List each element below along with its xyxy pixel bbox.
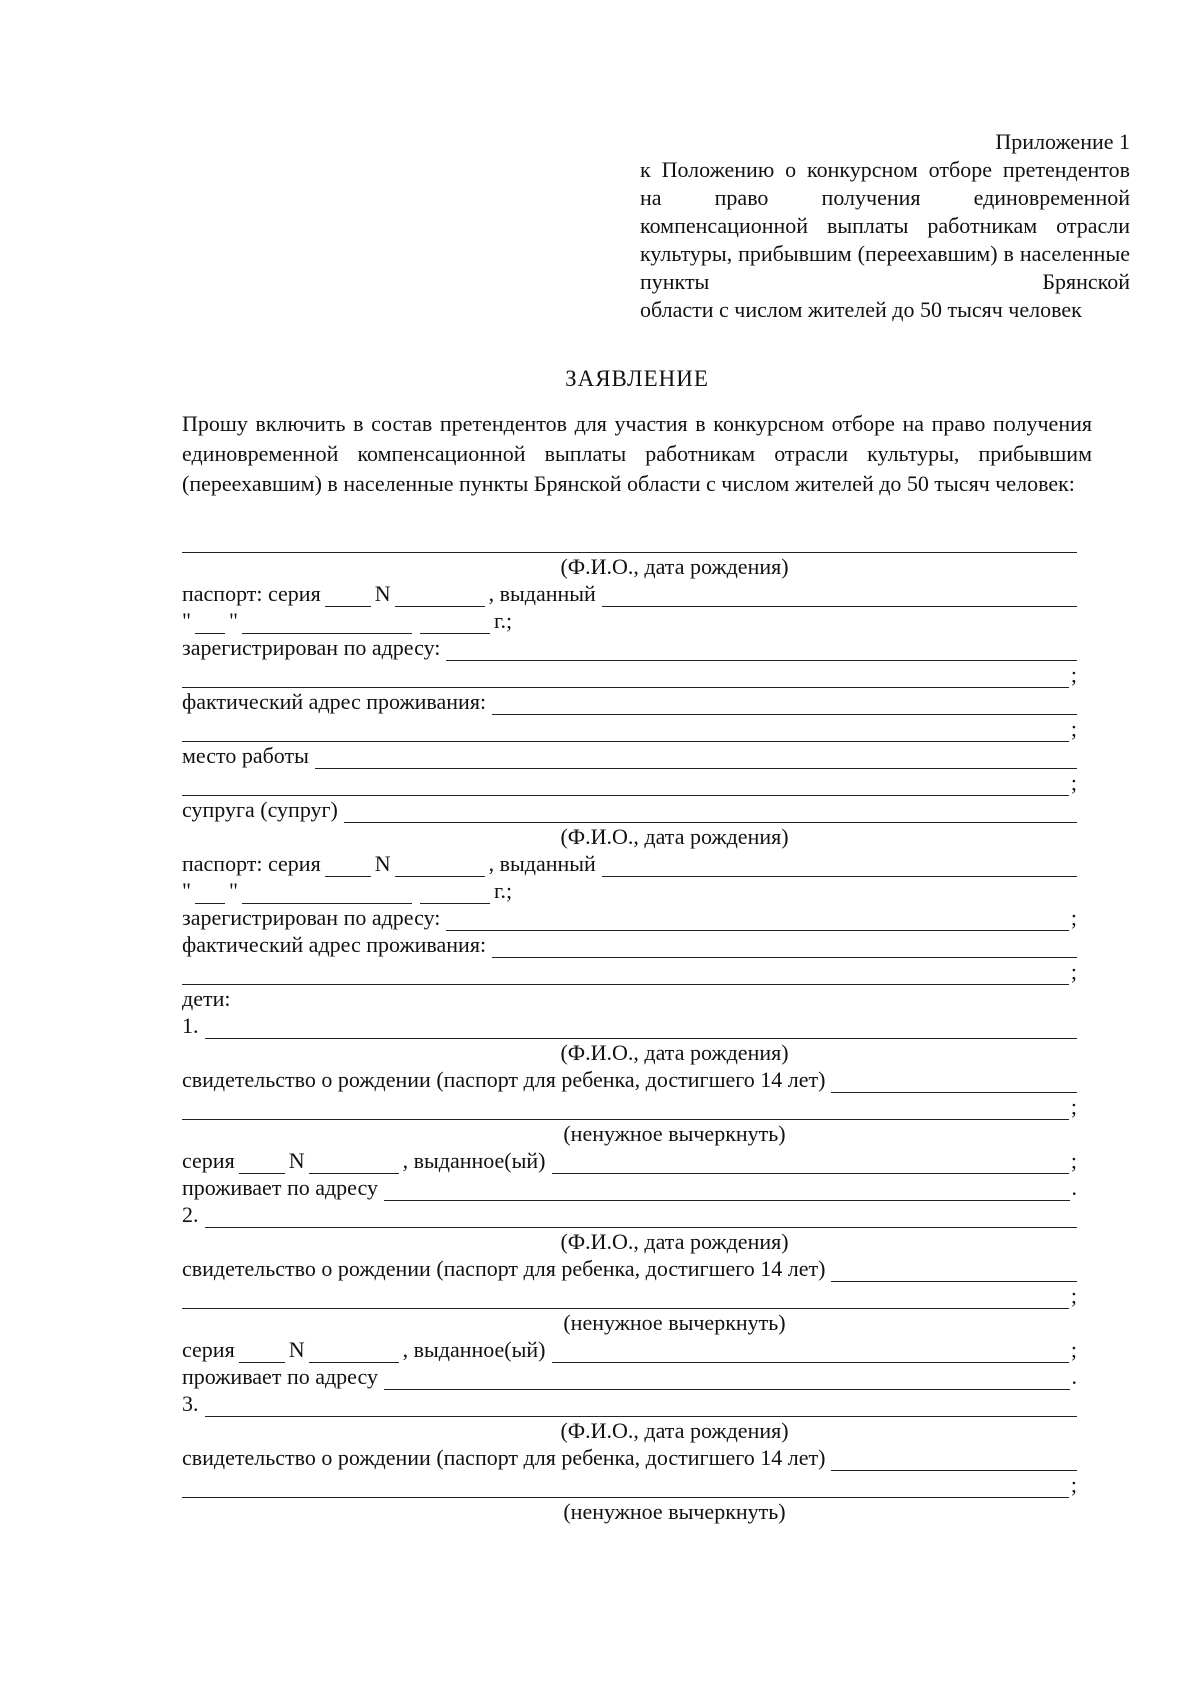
spouse-issue-date-row [182,877,1077,904]
child-1-issued-field[interactable] [552,1153,1069,1174]
workplace-label: место работы [182,743,309,768]
passport-series-field[interactable] [325,586,371,607]
passport-series-label: паспорт: серия [182,581,321,606]
semicolon: ; [1070,905,1077,930]
spouse-actual-address-field-2[interactable] [182,964,1069,985]
actual-address-field-2[interactable] [182,721,1069,742]
spouse-actual-address-row-2 [182,958,1077,985]
child-1-cert-field-2[interactable] [182,1099,1069,1120]
passport-number-field[interactable] [395,586,485,607]
child-2-address-row [182,1363,1077,1390]
series-label: серия [182,1148,235,1173]
number-label: N [288,1148,305,1173]
child-3-fio-field[interactable] [205,1396,1078,1417]
workplace-row [182,742,1077,769]
issue-day-field[interactable] [195,613,225,634]
children-row [182,985,1077,1012]
actual-address-field[interactable] [492,694,1077,715]
spouse-actual-address-row [182,931,1077,958]
passport-issued-field[interactable] [602,586,1077,607]
issued-label: , выданный [488,851,596,876]
child-2-fio-field[interactable] [205,1207,1078,1228]
actual-address-row [182,688,1077,715]
applicant-fio-field[interactable] [182,532,1077,553]
spouse-row [182,796,1077,823]
child-2-series-row [182,1336,1077,1363]
actual-address-label: фактический адрес проживания: [182,689,487,714]
appendix-block [640,128,1130,324]
spouse-actual-address-field[interactable] [492,937,1077,958]
applicant-fio-row [182,526,1077,553]
child-3-cert-field[interactable] [831,1450,1077,1471]
child-1-series-field[interactable] [239,1153,285,1174]
workplace-row-2 [182,769,1077,796]
period: . [1071,1364,1077,1389]
appendix-label: Приложение 1 [995,129,1130,154]
registered-field-2[interactable] [182,667,1069,688]
child-1-number-field[interactable] [309,1153,399,1174]
spouse-passport-series-field[interactable] [325,856,371,877]
passport-series-label: паспорт: серия [182,851,321,876]
number-label: N [374,851,391,876]
quote-close: " [228,608,238,633]
appendix-text: к Положению о конкурсном отборе претендентов на право получения единовременной компенсационной выплаты работникам отрасли культуры, прибывшим (переехавшим) в населенные пункты Брянской [640,157,1130,294]
fio-caption: (Ф.И.О., дата рождения) [560,824,789,849]
registered-row [182,634,1077,661]
period: . [1071,1175,1077,1200]
spouse-label: супруга (супруг) [182,797,338,822]
document-title: ЗАЯВЛЕНИЕ [565,366,709,391]
spouse-issue-day-field[interactable] [195,883,225,904]
child-3-cert-row [182,1444,1077,1471]
registered-label: зарегистрирован по адресу: [182,635,441,660]
fio-caption: (Ф.И.О., дата рождения) [560,1040,789,1065]
semicolon: ; [1070,716,1077,741]
semicolon: ; [1070,770,1077,795]
spouse-passport-row [182,850,1077,877]
children-label: дети: [182,986,231,1011]
semicolon: ; [1070,959,1077,984]
child-2-cert-row-2 [182,1282,1077,1309]
passport-row [182,580,1077,607]
series-label: серия [182,1337,235,1362]
issue-date-row [182,607,1077,634]
number-label: N [288,1337,305,1362]
strike-caption: (ненужное вычеркнуть) [563,1499,786,1524]
child-1-label: 1. [182,1013,199,1038]
appendix-last-line: области с числом жителей до 50 тысяч человек [640,297,1082,322]
quote-close: " [228,878,238,903]
actual-address-label: фактический адрес проживания: [182,932,487,957]
child-2-address-field[interactable] [384,1369,1070,1390]
semicolon: ; [1070,662,1077,687]
child-2-label: 2. [182,1202,199,1227]
spouse-passport-number-field[interactable] [395,856,485,877]
child-3-cert-field-2[interactable] [182,1477,1069,1498]
workplace-field[interactable] [315,748,1077,769]
quote-open: " [182,608,191,633]
lives-at-label: проживает по адресу [182,1175,378,1200]
actual-address-row-2 [182,715,1077,742]
child-2-row [182,1201,1077,1228]
issued-alt-label: , выданное(ый) [402,1337,546,1362]
spouse-issue-month-field[interactable] [242,883,412,904]
child-1-cert-row [182,1066,1077,1093]
issued-alt-label: , выданное(ый) [402,1148,546,1173]
quote-open: " [182,878,191,903]
spouse-passport-issued-field[interactable] [602,856,1077,877]
child-1-row [182,1012,1077,1039]
fio-caption: (Ф.И.О., дата рождения) [560,1229,789,1254]
birth-cert-label: свидетельство о рождении (паспорт для ребенка, достигшего 14 лет) [182,1256,826,1281]
registered-label: зарегистрирован по адресу: [182,905,441,930]
child-2-cert-field-2[interactable] [182,1288,1069,1309]
spouse-registered-row [182,904,1077,931]
registered-field[interactable] [446,640,1077,661]
fio-caption: (Ф.И.О., дата рождения) [560,554,789,579]
workplace-field-2[interactable] [182,775,1069,796]
child-2-series-field[interactable] [239,1342,285,1363]
strike-caption: (ненужное вычеркнуть) [563,1121,786,1146]
spouse-issue-year-field[interactable] [420,883,490,904]
lives-at-label: проживает по адресу [182,1364,378,1389]
birth-cert-label: свидетельство о рождении (паспорт для ребенка, достигшего 14 лет) [182,1067,826,1092]
application-form [182,526,1077,1525]
semicolon: ; [1070,1283,1077,1308]
child-1-cert-row-2 [182,1093,1077,1120]
child-2-cert-field[interactable] [831,1261,1077,1282]
semicolon: ; [1070,1094,1077,1119]
child-1-series-row [182,1147,1077,1174]
spouse-registered-field[interactable] [446,910,1068,931]
issue-month-field[interactable] [242,613,412,634]
semicolon: ; [1070,1148,1077,1173]
semicolon: ; [1070,1337,1077,1362]
semicolon: ; [1070,1472,1077,1497]
year-label: г.; [493,608,513,633]
birth-cert-label: свидетельство о рождении (паспорт для ребенка, достигшего 14 лет) [182,1445,826,1470]
child-2-number-field[interactable] [309,1342,399,1363]
strike-caption: (ненужное вычеркнуть) [563,1310,786,1335]
number-label: N [374,581,391,606]
child-3-label: 3. [182,1391,199,1416]
registered-row-2 [182,661,1077,688]
child-1-cert-field[interactable] [831,1072,1077,1093]
issued-label: , выданный [488,581,596,606]
child-2-cert-row [182,1255,1077,1282]
child-1-address-row [182,1174,1077,1201]
year-label: г.; [493,878,513,903]
child-1-fio-field[interactable] [205,1018,1078,1039]
child-3-row [182,1390,1077,1417]
child-1-address-field[interactable] [384,1180,1070,1201]
child-2-issued-field[interactable] [552,1342,1069,1363]
child-3-cert-row-2 [182,1471,1077,1498]
spouse-fio-field[interactable] [344,802,1077,823]
issue-year-field[interactable] [420,613,490,634]
intro-paragraph: Прошу включить в состав претендентов для участия в конкурсном отборе на право получения единовременной компенсационной выплаты работникам отрасли культуры, прибывшим (переехавшим) в населенные пункты Брянской области с числом жителей до 50 тысяч человек: [182,411,1092,496]
fio-caption: (Ф.И.О., дата рождения) [560,1418,789,1443]
